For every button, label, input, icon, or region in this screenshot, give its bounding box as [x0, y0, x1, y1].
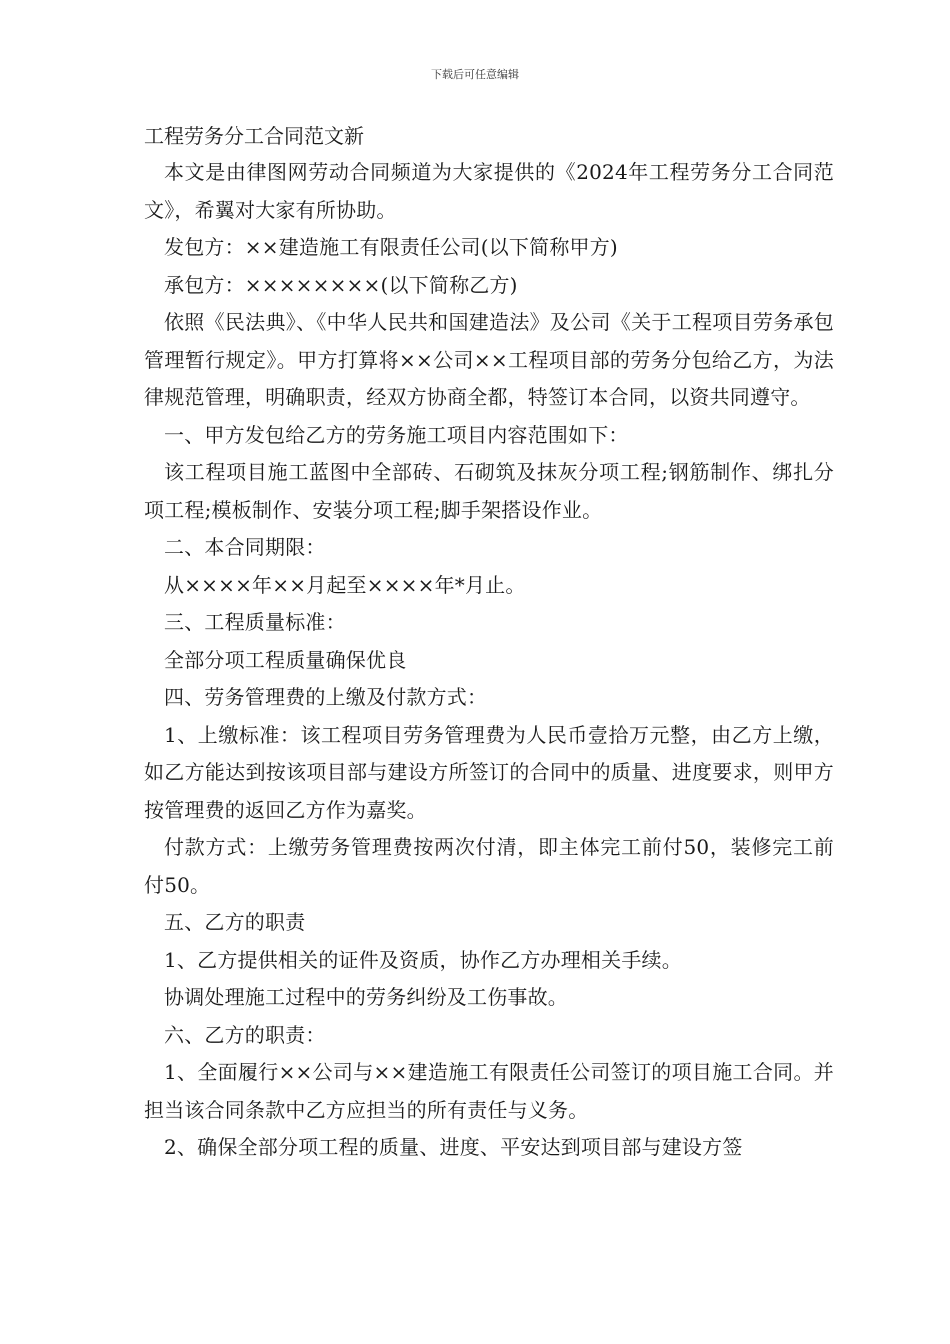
paragraph: 依照《民法典》、《中华人民共和国建造法》及公司《关于工程项目劳务承包管理暂行规定》。甲方打算将××公司××工程项目部的劳务分包给乙方，为法律规范管理，明确职责，经双方协商全都，特签订本合同，以资共同遵守。 — [144, 310, 834, 409]
paragraph: 五、乙方的职责 — [164, 910, 306, 934]
paragraph: 1、全面履行××公司与××建造施工有限责任公司签订的项目施工合同。并担当该合同条款中乙方应担当的所有责任与义务。 — [144, 1060, 834, 1122]
paragraph: 1、乙方提供相关的证件及资质，协作乙方办理相关手续。 — [164, 947, 682, 972]
paragraph: 付款方式：上缴劳务管理费按两次付清，即主体完工前付50，装修完工前付50。 — [144, 835, 834, 897]
paragraph: 承包方：××××××××(以下简称乙方) — [164, 272, 518, 297]
paragraph: 全部分项工程质量确保优良 — [164, 647, 407, 672]
paragraph: 本文是由律图网劳动合同频道为大家提供的《2024年工程劳务分工合同范文》，希翼对大家有所协助。 — [144, 160, 834, 222]
paragraph: 一、甲方发包给乙方的劳务施工项目内容范围如下： — [164, 422, 629, 447]
paragraph: 1、上缴标准：该工程项目劳务管理费为人民币壹拾万元整，由乙方上缴，如乙方能达到按该项目部与建设方所签订的合同中的质量、进度要求，则甲方按管理费的返回乙方作为嘉奖。 — [144, 722, 834, 822]
paragraph: 2、确保全部分项工程的质量、进度、平安达到项目部与建设方签 — [164, 1135, 743, 1159]
paragraph: 该工程项目施工蓝图中全部砖、石砌筑及抹灰分项工程;钢筋制作、绑扎分项工程;模板制作、安装分项工程;脚手架搭设作业。 — [144, 460, 834, 522]
paragraph: 二、本合同期限： — [164, 535, 326, 559]
header-note: 下载后可任意编辑 — [431, 68, 519, 81]
document-title: 工程劳务分工合同范文新 — [144, 124, 364, 148]
paragraph: 协调处理施工过程中的劳务纠纷及工伤事故。 — [164, 985, 568, 1009]
paragraph: 六、乙方的职责： — [164, 1022, 326, 1047]
document-body — [144, 118, 834, 1167]
paragraph: 三、工程质量标准： — [164, 610, 346, 634]
paragraph: 发包方：××建造施工有限责任公司(以下简称甲方) — [164, 235, 618, 259]
paragraph: 从××××年××月起至××××年*月止。 — [164, 572, 526, 597]
paragraph: 四、劳务管理费的上缴及付款方式： — [164, 685, 488, 709]
